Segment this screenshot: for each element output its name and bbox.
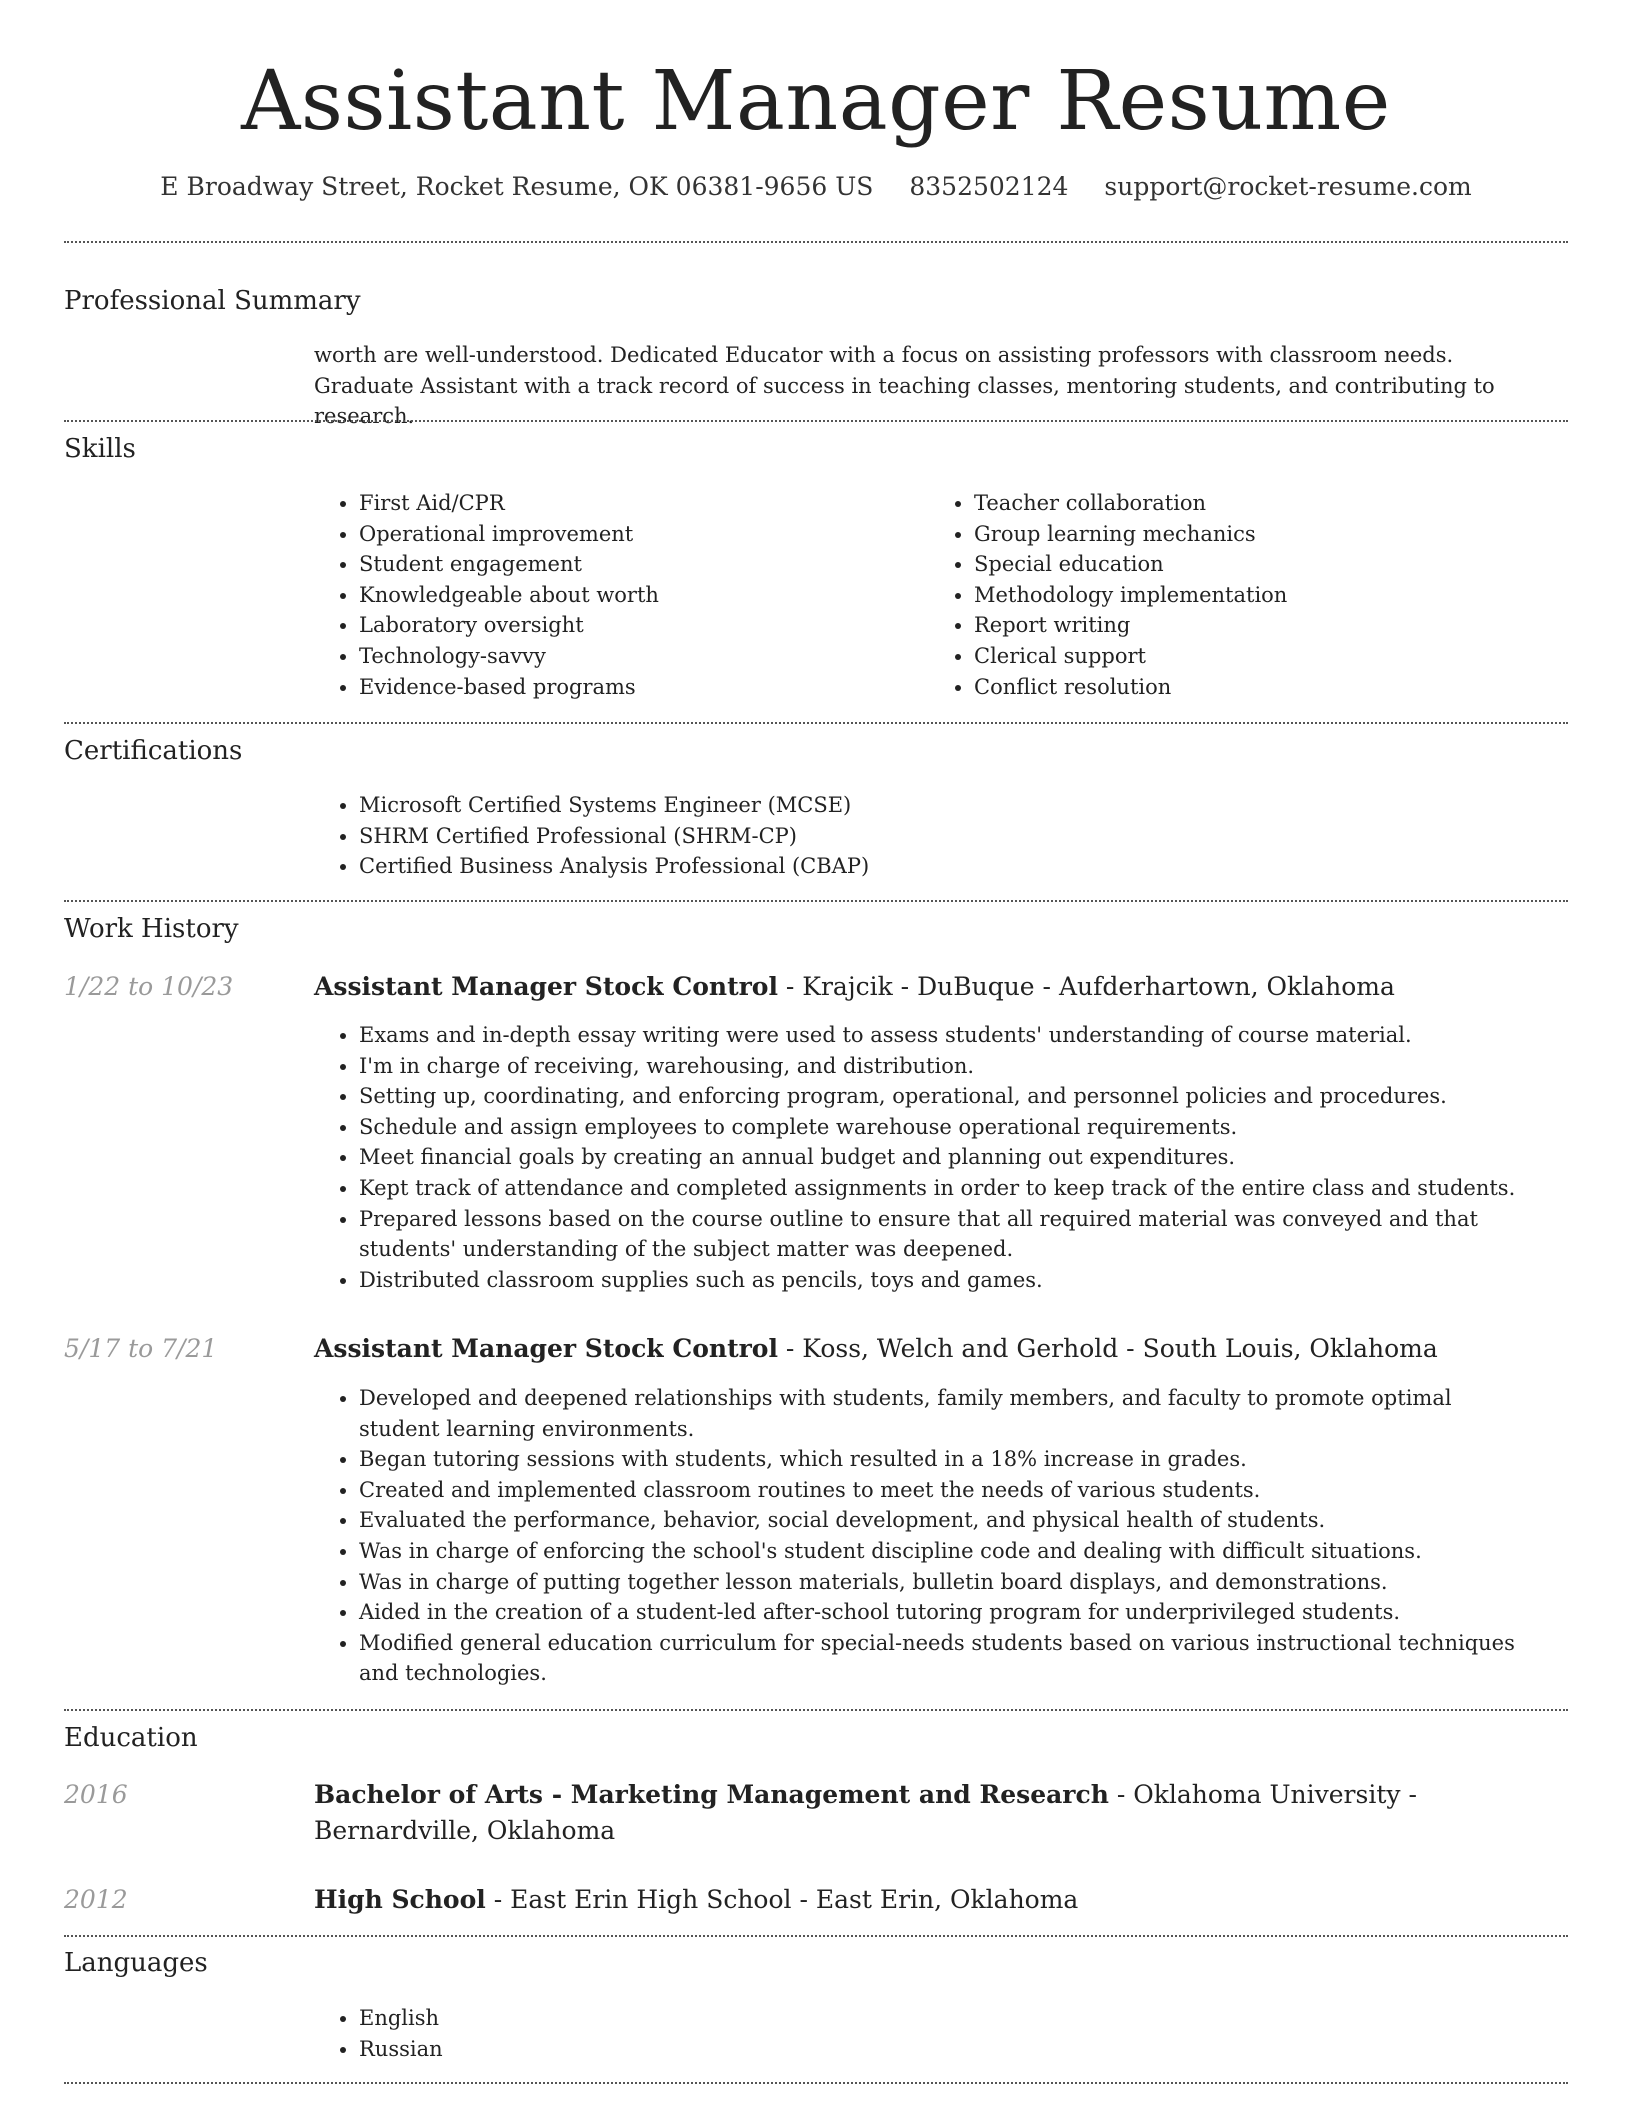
skill-item: • Technology-savvy <box>359 641 914 672</box>
job-bullet: • Meet financial goals by creating an annual budget and planning out expenditures. <box>359 1142 1534 1173</box>
education-school: - East Erin High School - East Erin, Oklahoma <box>485 1885 1079 1914</box>
summary-text: worth are well-understood. Dedicated Educator with a focus on assisting professors with classroom needs. Graduate Assistant with a track record of success in teaching classes, mentoring students, and contributing to research. <box>314 343 1495 429</box>
job-bullet: • Exams and in-depth essay writing were used to assess students' understanding of course material. <box>359 1020 1534 1051</box>
skill-item: • Laboratory oversight <box>359 610 914 641</box>
language-item: • English <box>359 2003 1504 2034</box>
job-bullet: • Was in charge of enforcing the school's student discipline code and dealing with difficult situations. <box>359 1536 1534 1567</box>
job-bullet: • Created and implemented classroom routines to meet the needs of various students. <box>359 1475 1534 1506</box>
skill-item: • Conflict resolution <box>974 672 1529 703</box>
job-bullet: • I'm in charge of receiving, warehousing, and distribution. <box>359 1051 1534 1082</box>
education-school: - Oklahoma University - Bernardville, Oklahoma <box>314 1780 1417 1845</box>
skill-item: • First Aid/CPR <box>359 488 914 519</box>
certifications-list <box>314 790 1504 882</box>
certification-item: • SHRM Certified Professional (SHRM-CP) <box>359 821 1504 852</box>
skill-item: • Special education <box>974 549 1529 580</box>
job-bullet: • Modified general education curriculum for special-needs students based on various instructional techniques and technologies. <box>359 1628 1534 1689</box>
job-heading <box>314 1331 1514 1367</box>
job-bullets <box>314 1020 1534 1295</box>
job-position: Assistant Manager Stock Control <box>314 1334 778 1363</box>
skill-item: • Report writing <box>974 610 1529 641</box>
address: E Broadway Street, Rocket Resume, OK 06381-9656 US <box>160 172 874 201</box>
education-degree: High School <box>314 1885 486 1914</box>
skill-item: • Group learning mechanics <box>974 519 1529 550</box>
language-item: • Russian <box>359 2034 1504 2065</box>
education-entry <box>314 1777 1534 1849</box>
skills-left-column <box>314 488 914 702</box>
job-bullet: • Was in charge of putting together lesson materials, bulletin board displays, and demonstrations. <box>359 1567 1534 1598</box>
job-bullets <box>314 1383 1534 1689</box>
divider <box>64 900 1568 902</box>
skill-item: • Clerical support <box>974 641 1529 672</box>
email: support@rocket-resume.com <box>1104 172 1472 201</box>
certification-item: • Microsoft Certified Systems Engineer (MCSE) <box>359 790 1504 821</box>
job-dates: 1/22 to 10/23 <box>64 972 234 1001</box>
contact-line <box>0 170 1632 204</box>
job-position: Assistant Manager Stock Control <box>314 972 778 1001</box>
job-company: - Krajcik - DuBuque - Aufderhartown, Oklahoma <box>777 972 1395 1001</box>
education-year: 2012 <box>64 1885 128 1914</box>
divider <box>64 420 1568 422</box>
languages-list <box>314 2003 1504 2064</box>
divider <box>64 722 1568 724</box>
skill-item: • Evidence-based programs <box>359 672 914 703</box>
skills-right-column <box>929 488 1529 702</box>
certification-item: • Certified Business Analysis Professional (CBAP) <box>359 851 1504 882</box>
skill-item: • Knowledgeable about worth <box>359 580 914 611</box>
job-bullet: • Developed and deepened relationships with students, family members, and faculty to promote optimal student learning environments. <box>359 1383 1534 1444</box>
job-bullet: • Kept track of attendance and completed assignments in order to keep track of the entire class and students. <box>359 1173 1534 1204</box>
section-title-languages: Languages <box>64 1948 208 1978</box>
section-title-work-history: Work History <box>64 914 239 944</box>
section-title-summary: Professional Summary <box>64 286 361 316</box>
divider <box>64 2082 1568 2084</box>
job-bullet: • Evaluated the performance, behavior, social development, and physical health of students. <box>359 1505 1534 1536</box>
education-degree: Bachelor of Arts - Marketing Management and Research <box>314 1780 1109 1809</box>
education-entry <box>314 1882 1514 1918</box>
education-year: 2016 <box>64 1780 128 1809</box>
divider <box>64 1709 1568 1711</box>
job-bullet: • Prepared lessons based on the course outline to ensure that all required material was conveyed and that students' understanding of the subject matter was deepened. <box>359 1204 1534 1265</box>
job-dates: 5/17 to 7/21 <box>64 1334 218 1363</box>
skill-item: • Student engagement <box>359 549 914 580</box>
phone: 8352502124 <box>909 172 1069 201</box>
skill-item: • Teacher collaboration <box>974 488 1529 519</box>
job-bullet: • Distributed classroom supplies such as pencils, toys and games. <box>359 1265 1534 1296</box>
job-bullet: • Schedule and assign employees to complete warehouse operational requirements. <box>359 1112 1534 1143</box>
job-bullet: • Aided in the creation of a student-led after-school tutoring program for underprivileged students. <box>359 1597 1534 1628</box>
section-title-education: Education <box>64 1723 198 1753</box>
job-bullet: • Began tutoring sessions with students, which resulted in a 18% increase in grades. <box>359 1444 1534 1475</box>
divider <box>64 241 1568 243</box>
section-title-certifications: Certifications <box>64 736 243 766</box>
divider <box>64 1935 1568 1937</box>
job-company: - Koss, Welch and Gerhold - South Louis, Oklahoma <box>777 1334 1438 1363</box>
skill-item: • Methodology implementation <box>974 580 1529 611</box>
job-heading <box>314 969 1514 1005</box>
resume-title: Assistant Manager Resume <box>241 54 1391 149</box>
section-title-skills: Skills <box>64 434 136 464</box>
job-bullet: • Setting up, coordinating, and enforcing program, operational, and personnel policies and procedures. <box>359 1081 1534 1112</box>
skill-item: • Operational improvement <box>359 519 914 550</box>
